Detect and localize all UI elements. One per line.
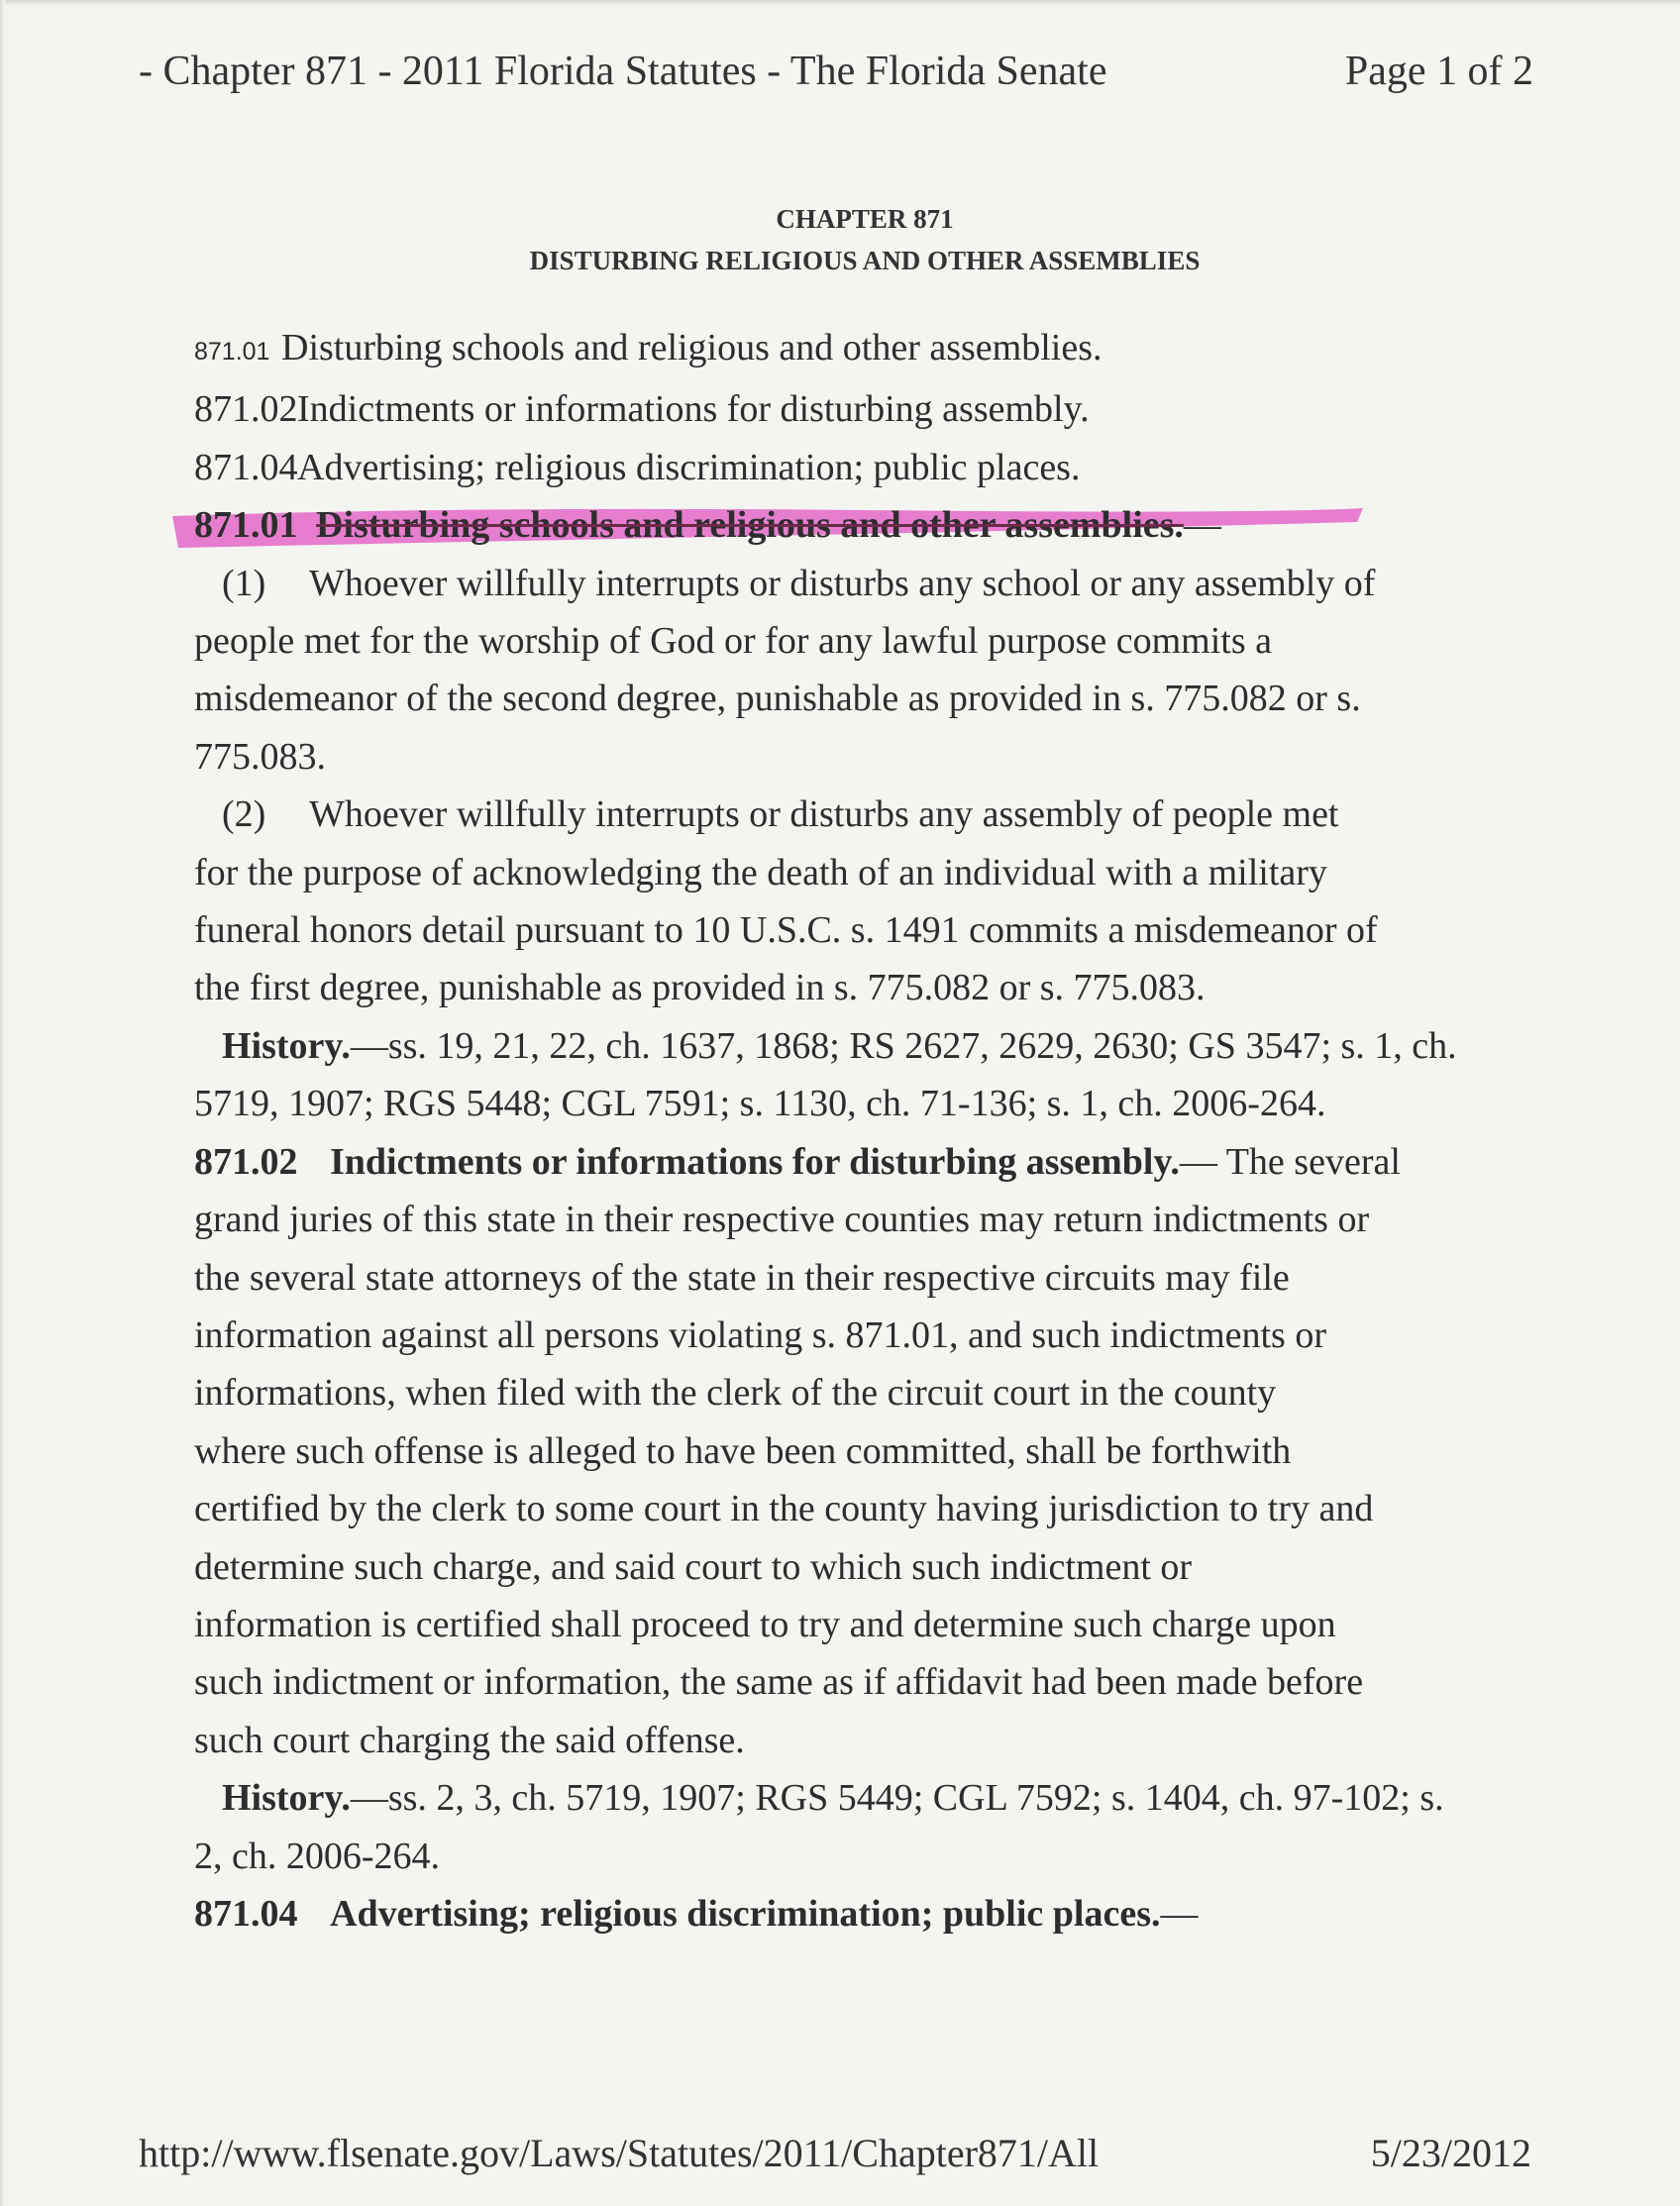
- section-text: — The several: [1179, 1140, 1401, 1183]
- page-number: Page 1 of 2: [1344, 49, 1533, 94]
- paragraph-text: Whoever willfully interrupts or disturbs any school or any assembly of: [309, 562, 1376, 604]
- toc-number: 871.02: [194, 388, 298, 431]
- para-2-line: for the purpose of acknowledging the death of an individual with a military: [194, 851, 1327, 893]
- section-871-01-heading: [194, 496, 1541, 554]
- section-871-02-line: certified by the clerk to some court in the county having jurisdiction to try and: [194, 1488, 1374, 1530]
- paragraph-text: Whoever willfully interrupts or disturbs any assembly of people met: [309, 793, 1339, 836]
- history-871-01-line: 5719, 1907; RGS 5448; CGL 7591; s. 1130, ch. 71-136; s. 1, ch. 2006-264.: [194, 1083, 1326, 1125]
- section-heading: Advertising; religious discrimination; public places.: [330, 1892, 1161, 1935]
- toc-text: Indictments or informations for disturbing assembly.: [297, 388, 1090, 431]
- history-label: History.: [222, 1024, 351, 1067]
- statute-content: [194, 319, 1541, 1943]
- paragraph-number: (2): [222, 793, 266, 836]
- toc-number: 871.04: [194, 446, 298, 488]
- section-871-02-line: determine such charge, and said court to which such indictment or: [194, 1545, 1193, 1588]
- section-number: 871.04: [194, 1892, 298, 1935]
- para-2-line: funeral honors detail pursuant to 10 U.S.C. s. 1491 commits a misdemeanor of: [194, 909, 1378, 952]
- chapter-number: CHAPTER 871: [776, 204, 954, 234]
- section-871-04-heading: [194, 1885, 1541, 1943]
- section-number: 871.02: [194, 1140, 298, 1183]
- toc-text: Advertising; religious discrimination; public places.: [297, 446, 1081, 488]
- scan-edge-top: [0, 0, 1680, 6]
- section-number: 871.01: [194, 504, 298, 547]
- para-1-line: [194, 555, 1541, 612]
- print-date: 5/23/2012: [1370, 2131, 1531, 2175]
- toc-number: 871.01: [194, 338, 270, 366]
- para-1-line: 775.083.: [194, 735, 326, 778]
- scan-edge-left: [0, 0, 5, 2206]
- history-label: History.: [222, 1777, 351, 1820]
- section-871-02-line: information against all persons violating s. 871.01, and such indictments or: [194, 1313, 1326, 1356]
- chapter-heading: [0, 198, 1680, 281]
- para-1-line: people met for the worship of God or for any lawful purpose commits a: [194, 620, 1273, 663]
- section-871-02-heading: [194, 1133, 1541, 1191]
- history-text: —ss. 2, 3, ch. 5719, 1907; RGS 5449; CGL 7592; s. 1404, ch. 97-102; s.: [350, 1777, 1444, 1820]
- section-871-02-line: the several state attorneys of the state in their respective circuits may file: [194, 1256, 1290, 1299]
- section-heading: Disturbing schools and religious and other assemblies.: [316, 504, 1184, 547]
- para-2-line: the first degree, punishable as provided in s. 775.082 or s. 775.083.: [194, 967, 1206, 1009]
- section-871-02-line: grand juries of this state in their respective counties may return indictments or: [194, 1199, 1370, 1241]
- paragraph-number: (1): [222, 562, 266, 604]
- chapter-title: DISTURBING RELIGIOUS AND OTHER ASSEMBLIES: [529, 246, 1201, 275]
- toc-item-871-02: [194, 380, 1541, 438]
- section-heading: Indictments or informations for disturbing assembly.: [330, 1140, 1180, 1183]
- history-871-02: [194, 1769, 1541, 1827]
- para-2-line: [194, 786, 1541, 843]
- section-871-02-line: where such offense is alleged to have been committed, shall be forthwith: [194, 1429, 1292, 1472]
- toc-item-871-04: [194, 439, 1541, 496]
- toc-item-871-01: [194, 319, 1541, 380]
- toc-text: Disturbing schools and religious and other assemblies.: [281, 327, 1102, 368]
- source-url: http://www.flsenate.gov/Laws/Statutes/2011/Chapter871/All: [139, 2131, 1100, 2175]
- section-871-02-line: such court charging the said offense.: [194, 1719, 745, 1761]
- page-footer: [139, 2130, 1531, 2179]
- history-871-01: [194, 1017, 1541, 1075]
- history-text: —ss. 19, 21, 22, ch. 1637, 1868; RS 2627, 2629, 2630; GS 3547; s. 1, ch.: [350, 1024, 1457, 1067]
- history-871-02-line: 2, ch. 2006-264.: [194, 1835, 441, 1877]
- section-871-02-line: such indictment or information, the same as if affidavit had been made before: [194, 1661, 1364, 1704]
- para-1-line: misdemeanor of the second degree, punishable as provided in s. 775.082 or s.: [194, 678, 1361, 720]
- section-871-02-line: informations, when filed with the clerk of the circuit court in the county: [194, 1372, 1277, 1415]
- section-dash: —: [1183, 504, 1221, 547]
- section-dash: —: [1160, 1892, 1199, 1935]
- page-header-title: - Chapter 871 - 2011 Florida Statutes - The Florida Senate: [139, 49, 1107, 94]
- page-header: [139, 48, 1533, 107]
- section-871-02-line: information is certified shall proceed to try and determine such charge upon: [194, 1603, 1336, 1645]
